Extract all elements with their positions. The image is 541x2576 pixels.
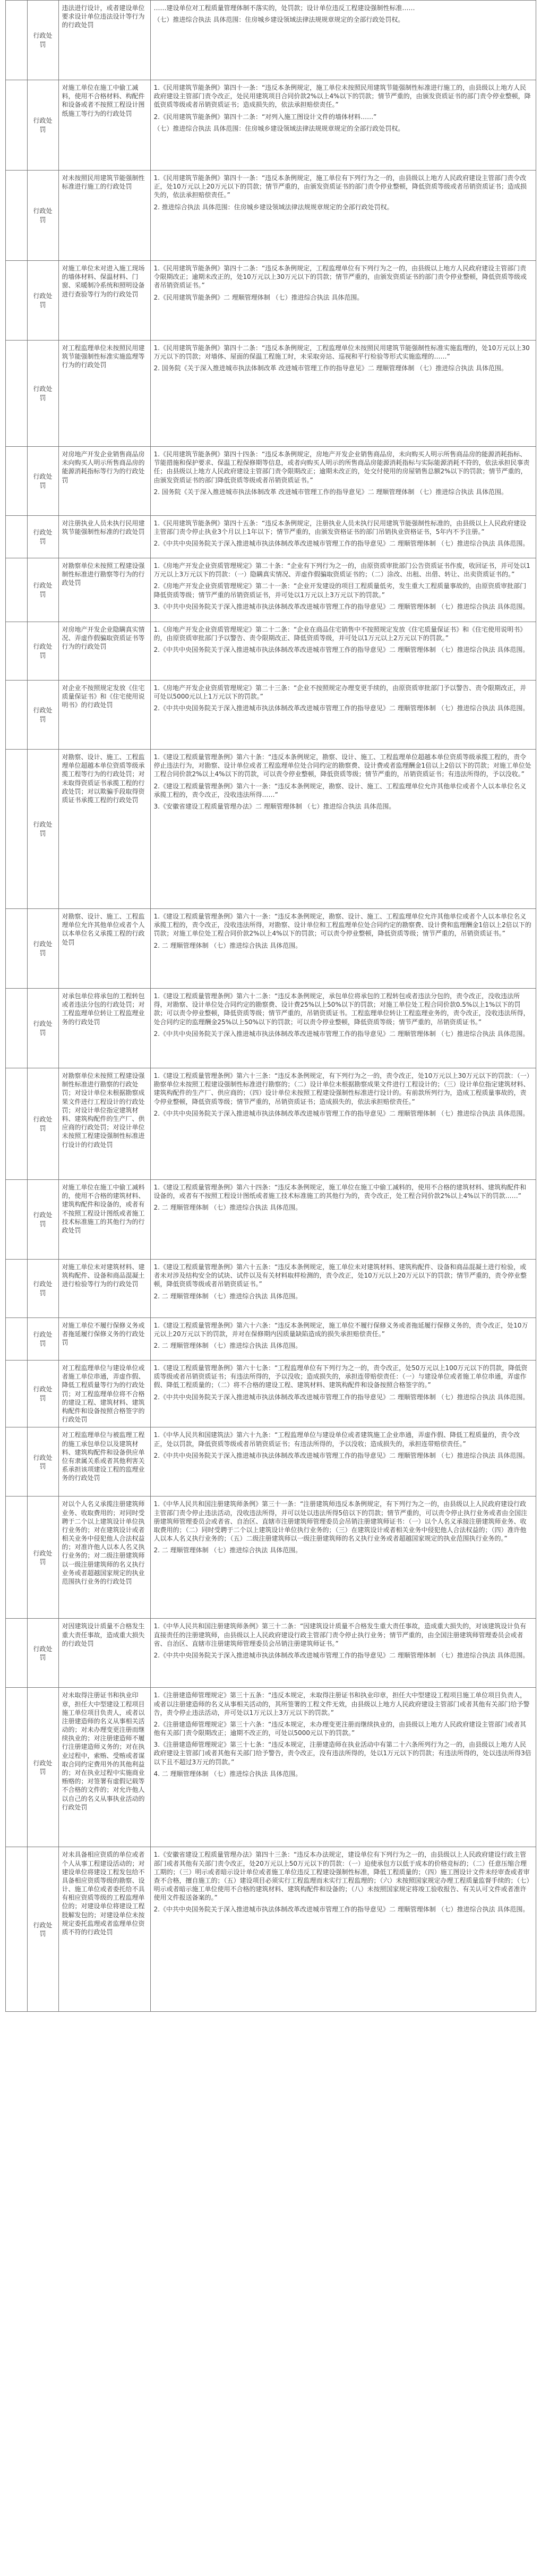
row-basis-cell xyxy=(150,1497,536,1619)
row-type-cell: 行政处罚 xyxy=(27,1427,58,1497)
basis-paragraph: 2. 二 理顺管理体制 （七）推进综合执法 具体范围。 xyxy=(153,1292,302,1300)
basis-paragraph: 2.《中共中央国务院关于深入推进城市执法体制改革改进城市管理工作的指导意见》二 理顺管理体制 （七）推进综合执法 具体范围。 xyxy=(153,1906,529,1914)
basis-paragraph: 3.《安徽省建设工程质量管理办法》二 理顺管理体制 （七）推进综合执法 具体范围。 xyxy=(153,802,396,810)
row-subject-cell: 对注册执业人员未执行民用建筑节能强制性标准的行政处罚 xyxy=(58,516,150,558)
table-row xyxy=(5,1688,536,1847)
basis-paragraph: 2.《中共中央国务院关于深入推进城市执法体制改革改进城市管理工作的指导意见》二 理顺管理体制 （七）推进综合执法 具体范围。 xyxy=(153,1451,529,1459)
basis-paragraph: 1.《中华人民共和国建筑法》第六十九条：“工程监理单位与建设单位或者建筑施工企业串通，弄虚作假、降低工程质量的，责令改正，处以罚款，降低资质等级或者吊销资质证书；有违法所得的，予以没收；造成损失的，承担连带赔偿责任。” xyxy=(153,1431,520,1448)
row-type-cell: 行政处罚 xyxy=(27,447,58,516)
basis-paragraph: 2. 二 理顺管理体制 （七）推进综合执法 具体范围。 xyxy=(153,1546,302,1554)
table-row xyxy=(5,750,536,909)
row-basis-cell xyxy=(150,750,536,909)
row-basis-cell xyxy=(150,341,536,447)
row-type-cell: 行政处罚 xyxy=(27,1180,58,1260)
basis-paragraph: 1.《建设工程质量管理条例》第六十条：“违反本条例规定，勘察、设计、施工、工程监理单位超越本单位资质等级承揽工程的，责令停止违法行为，对勘察、设计单位或者工程监理单位处合同约定的勘察费、设计费或者监理酬金1倍以上2倍以下的罚款；对施工单位处工程合同价款2%以上4%以下的罚款，可以责令停业整顿，降低资质等级；情节严重的，吊销资质证书；有违法所得的，予以没收。” xyxy=(153,753,531,778)
table-row xyxy=(5,171,536,261)
row-index-cell xyxy=(5,1427,27,1497)
basis-paragraph: 3.《中共中央国务院关于深入推进城市执法体制改革改进城市管理工作的指导意见》二 理顺管理体制 （七）推进综合执法 具体范围。 xyxy=(153,602,529,610)
row-type-cell: 行政处罚 xyxy=(27,1,58,80)
basis-paragraph: 1.《建设工程质量管理条例》第六十六条：“违反本条例规定，施工单位不履行保修义务或者拖延履行保修义务的，责令改正，处10万元以上20万元以下的罚款，并对在保修期内因质量缺陷造成的损失承担赔偿责任。” xyxy=(153,1322,528,1338)
row-subject-cell: 对未取得注册证书和执业印章，担任大中型建设工程项目施工单位项目负责人，或者以注册建造师的名义从事相关活动的；对未办理变更注册而继续执业的；对注册建造师不履行注册建造师义务的；对在执业过程中，索贿、受贿或者谋取合同约定费用外的其他利益的；对在执业过程中实施商业贿赂的；对签署有虚假记载等不合格的文件的；对允许他人以自己的名义从事执业活动的行政处罚 xyxy=(58,1688,150,1847)
row-subject-cell: 对施工单位在施工中偷工减料，使用不合格材料、构配件和设备或者不按照工程设计图纸施工等行为的行政处罚 xyxy=(58,80,150,171)
table-row xyxy=(5,516,536,558)
basis-paragraph: 2. 二 理顺管理体制 （七）推进综合执法 具体范围。 xyxy=(153,1342,302,1350)
table-row xyxy=(5,1497,536,1619)
row-index-cell xyxy=(5,1497,27,1619)
row-subject-cell: 对勘察单位未按照工程建设强制性标准进行勘察的行政处罚；对设计单位未根据勘察成果文件进行工程设计的行政处罚；对设计单位指定建筑材料、建筑构配件的生产厂、供应商的行政处罚；对设计单位未按照工程建设强制性标准进行设计的行政处罚 xyxy=(58,1068,150,1180)
basis-paragraph: 2. 国务院《关于深入推进城市执法体制改革 改进城市管理工作的指导意见》二 理顺管理体制 （七）推进综合执法 具体范围。 xyxy=(153,364,508,372)
row-subject-cell: 对施工单位在施工中偷工减料的，使用不合格的建筑材料、建筑构配件和设备的，或者有不按照工程设计图纸或者施工技术标准施工的其他行为的行政处罚 xyxy=(58,1180,150,1260)
basis-paragraph: 1.《中华人民共和国注册建筑师条例》第三十二条：“因建筑设计质量不合格发生重大责任事故，造成重大损失的，对该建筑设计负有直接责任的注册建筑师，由县级以上人民政府建设行政主管部门责令停止执行业务；情节严重的，由全国注册建筑师管理委员会或者省、自治区、直辖市注册建筑师管理委员会吊销注册建筑师证书。” xyxy=(153,1622,527,1647)
row-index-cell xyxy=(5,622,27,681)
row-index-cell xyxy=(5,1361,27,1427)
row-basis-cell xyxy=(150,1180,536,1260)
basis-paragraph: 2.《中共中央国务院关于深入推进城市执法体制改革改进城市管理工作的指导意见》二 理顺管理体制 （七）推进综合执法 具体范围。 xyxy=(153,1393,529,1401)
row-type-cell: 行政处罚 xyxy=(27,681,58,750)
table-row xyxy=(5,681,536,750)
row-subject-cell: 对企业不按照规定发放《住宅质量保证书》和《住宅使用说明书》的行政处罚 xyxy=(58,681,150,750)
row-type-cell: 行政处罚 xyxy=(27,750,58,909)
row-index-cell xyxy=(5,1688,27,1847)
row-type-cell: 行政处罚 xyxy=(27,1847,58,2012)
basis-paragraph: 1.《民用建筑节能条例》第四十四条：“违反本条例规定，房地产开发企业销售商品房，未向购买人明示所售商品房的能源消耗指标、节能措施和保护要求、保温工程保修期等信息，或者向购买人明示的所售商品房能源消耗指标与实际能源消耗不符的，依法承担民事责任；由县级以上地方人民政府建设主管部门责令限期改正；逾期未改正的，处交付使用的房屋销售总额2%以下的罚款；情节严重的，由颁发资质证书的部门降低资质等级或者吊销资质证书。” xyxy=(153,450,530,484)
basis-paragraph: 2. 二 理顺管理体制 （七）推进综合执法 具体范围。 xyxy=(153,1204,302,1212)
basis-paragraph: 1.《民用建筑节能条例》第四十二条：“违反本条例规定，工程监理单位有下列行为之一的，由县级以上地方人民政府建设主管部门责令限期改正；逾期未改正的，处10万元以上30万元以下的罚款；情节严重的，由颁发资质证书的部门责令停业整顿，降低资质等级或者吊销资质证书。” xyxy=(153,265,527,290)
row-type-cell: 行政处罚 xyxy=(27,989,58,1068)
basis-paragraph: 2. 国务院《关于深入推进城市执法体制改革 改进城市管理工作的指导意见》二 理顺管理体制 （七）推进综合执法 具体范围。 xyxy=(153,488,508,496)
row-subject-cell: 对未具备相应资质的单位或者个人从事工程建设活动的；对建设单位将建设工程发包给不具备相应资质等级的勘察、设计、施工单位或者委托给不具有相应资质等级的工程监理单位的；对建设单位将建设工程肢解发包的；对建设单位未按规定委托监理或者监理单位资质不符的行政处罚 xyxy=(58,1847,150,2012)
table-row xyxy=(5,1180,536,1260)
row-subject-cell: 对因建筑设计质量不合格发生重大责任事故，造成重大损失的行政处罚 xyxy=(58,1619,150,1688)
row-basis-cell xyxy=(150,1068,536,1180)
row-subject-cell: 对施工单位不履行保修义务或者拖延履行保修义务的行政处罚 xyxy=(58,1318,150,1361)
row-type-cell: 行政处罚 xyxy=(27,909,58,989)
basis-paragraph: （七）推进综合执法 具体范围：住房城乡建设领域法律法规规章规定的全部行政处罚权。 xyxy=(153,124,405,132)
basis-paragraph: 2.《中共中央国务院关于深入推进城市执法体制改革改进城市管理工作的指导意见》二 理顺管理体制 （七）推进综合执法 具体范围。 xyxy=(153,1030,529,1038)
row-index-cell xyxy=(5,1180,27,1260)
row-index-cell xyxy=(5,909,27,989)
row-subject-cell: 违法进行设计，或者建设单位要求设计单位违法设计等行为的行政处罚 xyxy=(58,1,150,80)
row-type-cell: 行政处罚 xyxy=(27,1318,58,1361)
row-subject-cell: 对工程监理单位与被监理工程的施工承包单位以及建筑材料、建筑构配件和设备供应单位有隶属关系或者其他利害关系承担该项建设工程的监理业务的行政处罚 xyxy=(58,1427,150,1497)
basis-paragraph: 1.《建设工程质量管理条例》第六十一条：“违反本条例规定，勘察、设计、施工、工程监理单位允许其他单位或者个人以本单位名义承揽工程的，责令改正，没收违法所得，对勘察、设计单位和工程监理单位处合同约定的勘察费、设计费和监理酬金1倍以上2倍以下的罚款；对施工单位处工程合同价款2%以上4%以下的罚款；可以责令停业整顿，降低资质等级；情节严重的，吊销资质证书。” xyxy=(153,913,531,938)
basis-paragraph: 1.《民用建筑节能条例》第四十一条：“违反本条例规定，施工单位未按照民用建筑节能强制性标准进行施工的，由县级以上地方人民政府建设主管部门责令改正，处民用建筑项目合同价款2%以上4%以下的罚款；情节严重的，由颁发资质证书的部门责令停业整顿，降低资质等级或者吊销资质证书；造成损失的，依法承担赔偿责任。” xyxy=(153,84,531,109)
basis-paragraph: 2.《中共中央国务院关于深入推进城市执法体制改革改进城市管理工作的指导意见》二 理顺管理体制 （七）推进综合执法 具体范围。 xyxy=(153,646,529,654)
basis-paragraph: 1.《安徽省建设工程质量管理办法》第四十三条：“违反本办法规定，建设单位有下列行为之一的，由县级以上人民政府建设行政主管部门或者其他有关部门责令改正，处20万元以上50万元以下的罚款：（一）迫使承包方以低于成本的价格竞标的；（二）任意压缩合理工期的；（三）明示或者暗示设计单位或者施工单位违反工程建设强制性标准，降低工程质量的；（四）施工图设计文件未经审查或者审查不合格，擅自施工的；（五）建设项目必须实行工程监理而未实行工程监理的；（六）未按照国家规定办理工程质量监督手续的；（七）明示或者暗示施工单位使用不合格的建筑材料、建筑构配件和设备的；（八）未按照国家规定将竣工验收报告、有关认可文件或者准许使用文件报送备案的。” xyxy=(153,1851,530,1902)
table-row xyxy=(5,1,536,80)
row-subject-cell: 对勘察、设计、施工、工程监理单位超越本单位资质等级承揽工程等行为的行政处罚；对未取得资质证书承揽工程的行政处罚；对以欺骗手段取得资质证书承揽工程的行政处罚 xyxy=(58,750,150,909)
basis-paragraph: 1.《房地产开发企业资质管理规定》第二十三条：“企业不按照规定办理变更手续的，由原资质审批部门予以警告、责令限期改正，并可处以5000元以上1万元以下的罚款。” xyxy=(153,684,527,701)
row-basis-cell xyxy=(150,989,536,1068)
row-index-cell xyxy=(5,1847,27,2012)
row-subject-cell: 对工程监理单位未按照民用建筑节能强制性标准实施监理等行为的行政处罚 xyxy=(58,341,150,447)
basis-paragraph: 2.《中共中央国务院关于深入推进城市执法体制改革改进城市管理工作的指导意见》二 理顺管理体制 （七）推进综合执法 具体范围。 xyxy=(153,704,529,712)
basis-paragraph: （七）推进综合执法 具体范围：住房城乡建设领域法律法规规章规定的全部行政处罚权。 xyxy=(153,16,405,24)
row-type-cell: 行政处罚 xyxy=(27,622,58,681)
row-basis-cell xyxy=(150,1260,536,1318)
basis-paragraph: 1.《建设工程质量管理条例》第六十四条：“违反本条例规定，施工单位在施工中偷工减料的，使用不合格的建筑材料、建筑构配件和设备的，或者有不按照工程设计图纸或者施工技术标准施工的其他行为的，责令改正，处工程合同价款2%以上4%以下的罚款……” xyxy=(153,1184,527,1200)
row-index-cell xyxy=(5,171,27,261)
row-basis-cell xyxy=(150,516,536,558)
basis-paragraph: 1.《民用建筑节能条例》第四十一条：“违反本条例规定，施工单位有下列行为之一的，由县级以上地方人民政府建设主管部门责令改正，处10万元以上20万元以下的罚款；情节严重的，由颁发资质证书的部门责令停业整顿，降低资质等级或者吊销资质证书；造成损失的，依法承担赔偿责任。” xyxy=(153,174,527,199)
basis-paragraph: 2.《中共中央国务院关于深入推进城市执法体制改革改进城市管理工作的指导意见》二 理顺管理体制 （七）推进综合执法 具体范围。 xyxy=(153,1651,529,1659)
row-basis-cell xyxy=(150,1427,536,1497)
row-subject-cell: 对房地产开发企业销售商品房未向购买人明示所售商品房的能源消耗指标等行为的行政处罚 xyxy=(58,447,150,516)
row-index-cell xyxy=(5,447,27,516)
row-type-cell: 行政处罚 xyxy=(27,341,58,447)
row-type-cell: 行政处罚 xyxy=(27,558,58,622)
row-basis-cell xyxy=(150,1619,536,1688)
row-subject-cell: 对施工单位未对建筑材料、建筑构配件、设备和商品混凝土进行检验等行为的行政处罚 xyxy=(58,1260,150,1318)
row-subject-cell: 对勘察单位未按照工程建设强制性标准进行勘察等行为的行政处罚 xyxy=(58,558,150,622)
row-index-cell xyxy=(5,558,27,622)
table-row xyxy=(5,989,536,1068)
table-row xyxy=(5,558,536,622)
row-subject-cell: 对以个人名义承揽注册建筑师业务、收取费用的；对同时受聘于二个以上建筑设计单位执行业务的；对在建筑设计或者相关业务中侵犯他人合法权益的；对准许他人以本人名义执行业务的；对二级注册建筑师以一级注册建筑师的名义执行业务或者超越国家规定的执业范围执行业务的行政处罚 xyxy=(58,1497,150,1619)
row-basis-cell xyxy=(150,1847,536,2012)
basis-paragraph: 1.《建设工程质量管理条例》第六十二条：“违反本条例规定，承包单位将承包的工程转包或者违法分包的，责令改正，没收违法所得，对勘察、设计单位处合同约定的勘察费、设计费25%以上50%以下的罚款；对施工单位处工程合同价款0.5%以上1%以下的罚款；可以责令停业整顿，降低资质等级；情节严重的，吊销资质证书。工程监理单位转让工程监理业务的，责令改正，没收违法所得，处合同约定的监理酬金25%以上50%以下的罚款；可以责令停业整顿，降低资质等级；情节严重的，吊销资质证书。” xyxy=(153,992,530,1026)
basis-paragraph: 1.《注册建造师管理规定》第三十五条：“违反本规定，未取得注册证书和执业印章，担任大中型建设工程项目施工单位项目负责人，或者以注册建造师的名义从事相关活动的，其所签署的工程文件无效，由县级以上地方人民政府建设主管部门或者其他有关部门给予警告，责令停止违法活动，并可处以1万元以上3万元以下的罚款。” xyxy=(153,1691,530,1716)
basis-paragraph: 1.《中华人民共和国注册建筑师条例》第三十一条：“注册建筑师违反本条例规定，有下列行为之一的，由县级以上人民政府建设行政主管部门责令停止违法活动，没收违法所得，并可以处以违法所得5倍以下的罚款；情节严重的，可以责令停止执行业务或者由全国注册建筑师管理委员会或者省、自治区、直辖市注册建筑师管理委员会吊销注册建筑师证书：（一）以个人名义承接注册建筑师业务、收取费用的；（二）同时受聘于二个以上建筑设计单位执行业务的；（三）在建筑设计或者相关业务中侵犯他人合法权益的；（四）准许他人以本人名义执行业务的；（五）二级注册建筑师以一级注册建筑师的名义执行业务或者超越国家规定的执业范围执行业务的。” xyxy=(153,1500,528,1543)
row-index-cell xyxy=(5,1260,27,1318)
row-index-cell xyxy=(5,1619,27,1688)
row-subject-cell: 对施工单位未对进入施工现场的墙体材料、保温材料、门窗、采暖制冷系统和照明设备进行查验等行为的行政处罚 xyxy=(58,261,150,341)
row-index-cell xyxy=(5,681,27,750)
table-row xyxy=(5,447,536,516)
row-type-cell: 行政处罚 xyxy=(27,80,58,171)
row-type-cell: 行政处罚 xyxy=(27,1497,58,1619)
row-subject-cell: 对工程监理单位与建设单位或者施工单位串通，弄虚作假、降低工程质量等行为的行政处罚；对工程监理单位将不合格的建设工程、建筑材料、建筑构配件和设备按照合格签字的行政处罚 xyxy=(58,1361,150,1427)
row-basis-cell xyxy=(150,1318,536,1361)
table-row xyxy=(5,261,536,341)
basis-paragraph: 2. 二 理顺管理体制 （七）推进综合执法 具体范围。 xyxy=(153,941,302,949)
row-type-cell: 行政处罚 xyxy=(27,1260,58,1318)
table-row xyxy=(5,1619,536,1688)
row-basis-cell xyxy=(150,171,536,261)
table-row xyxy=(5,1318,536,1361)
row-type-cell: 行政处罚 xyxy=(27,516,58,558)
row-type-cell: 行政处罚 xyxy=(27,171,58,261)
document xyxy=(5,0,536,2012)
row-basis-cell xyxy=(150,447,536,516)
row-type-cell: 行政处罚 xyxy=(27,1068,58,1180)
row-subject-cell: 对承包单位将承包的工程转包或者违法分包的行政处罚；对工程监理单位转让工程监理业务的行政处罚 xyxy=(58,989,150,1068)
basis-paragraph: 1.《建设工程质量管理条例》第六十三条：“违反本条例规定，有下列行为之一的，责令改正，处10万元以上30万元以下的罚款：（一）勘察单位未按照工程建设强制性标准进行勘察的；（二）设计单位未根据勘察成果文件进行工程设计的；（三）设计单位指定建筑材料、建筑构配件的生产厂、供应商的；（四）设计单位未按照工程建设强制性标准进行设计的。有前款所列行为，造成工程质量事故的，责令停业整顿，降低资质等级；情节严重的，吊销资质证书；造成损失的，依法承担赔偿责任。” xyxy=(153,1072,530,1106)
row-basis-cell xyxy=(150,681,536,750)
basis-paragraph: 2.《建设工程质量管理条例》第六十一条：“违反本条例规定，勘察、设计、施工、工程监理单位允许其他单位或者个人以本单位名义承揽工程的，责令改正，没收违法所得……” xyxy=(153,782,527,798)
row-basis-cell xyxy=(150,80,536,171)
table-row xyxy=(5,80,536,171)
row-basis-cell xyxy=(150,261,536,341)
table-row xyxy=(5,909,536,989)
row-subject-cell: 对房地产开发企业隐瞒真实情况、弄虚作假骗取资质证书等行为的行政处罚 xyxy=(58,622,150,681)
basis-paragraph: 1.《民用建筑节能条例》第四十二条：“违反本条例规定，工程监理单位未按照民用建筑节能强制性标准实施监理的，处10万元以上30万元以下的罚款；对墙体、屋面的保温工程施工时，未采取旁站、巡视和平行检验等形式实施监理的……” xyxy=(153,344,530,361)
basis-paragraph: 2.《民用建筑节能条例》第四十二条：“对列入施工图设计文件的墙体材料……” xyxy=(153,113,377,121)
table-row xyxy=(5,341,536,447)
table-row xyxy=(5,1427,536,1497)
row-subject-cell: 对未按照民用建筑节能强制性标准进行施工的行政处罚 xyxy=(58,171,150,261)
row-basis-cell xyxy=(150,1688,536,1847)
row-basis-cell xyxy=(150,1,536,80)
row-index-cell xyxy=(5,341,27,447)
basis-paragraph: 3.《注册建造师管理规定》第三十七条：“违反本规定，注册建造师在执业活动中有第二十六条所列行为之一的，由县级以上地方人民政府建设主管部门或者其他有关部门给予警告，责令改正，没有违法所得的，处以1万元以下的罚款；有违法所得的，处以违法所得3倍以下且不超过3万元的罚款。” xyxy=(153,1741,531,1766)
basis-paragraph: 2.《房地产开发企业资质管理规定》第二十一条：“企业开发建设的项目工程质量低劣，发生重大工程质量事故的，由原资质审批部门降低资质等级；情节严重的吊销资质证书，并可处以1万元以上3万元以下的罚款。” xyxy=(153,582,527,599)
row-type-cell: 行政处罚 xyxy=(27,1361,58,1427)
row-index-cell xyxy=(5,989,27,1068)
row-type-cell: 行政处罚 xyxy=(27,1619,58,1688)
table-row xyxy=(5,1260,536,1318)
row-index-cell xyxy=(5,1,27,80)
row-subject-cell: 对勘察、设计、施工、工程监理单位允许其他单位或者个人以本单位名义承揽工程的行政处罚 xyxy=(58,909,150,989)
row-index-cell xyxy=(5,1318,27,1361)
row-basis-cell xyxy=(150,622,536,681)
row-basis-cell xyxy=(150,1361,536,1427)
basis-paragraph: 4. 二 理顺管理体制 （七）推进综合执法 具体范围。 xyxy=(153,1770,302,1778)
row-index-cell xyxy=(5,80,27,171)
row-basis-cell xyxy=(150,909,536,989)
regulation-table-body xyxy=(5,1,536,2012)
basis-paragraph: 1.《房地产开发企业资质管理规定》第二十二条：“企业在商品住宅销售中不按照规定发放《住宅质量保证书》和《住宅使用说明书》的，由原资质审批部门予以警告、责令限期改正、降低资质等级，并可处以1万元以上2万元以下的罚款。” xyxy=(153,626,527,642)
regulation-table xyxy=(5,0,536,2012)
basis-paragraph: ……建设单位对工程质量管理体制不落实的，处罚款；设计单位违反工程建设强制性标准…… xyxy=(153,4,415,12)
basis-paragraph: 1.《建设工程质量管理条例》第六十五条：“违反本条例规定，施工单位未对建筑材料、建筑构配件、设备和商品混凝土进行检验，或者未对涉及结构安全的试块、试件以及有关材料取样检测的，责令改正，处10万元以上20万元以下的罚款；情节严重的，责令停业整顿，降低资质等级或者吊销资质证书。” xyxy=(153,1263,527,1288)
basis-paragraph: 2. 推进综合执法 具体范围：住房城乡建设领域法律法规规章规定的全部行政处罚权。 xyxy=(153,203,393,211)
table-row xyxy=(5,1847,536,2012)
basis-paragraph: 2.《注册建造师管理规定》第三十六条：“违反本规定，未办理变更注册而继续执业的，由县级以上地方人民政府建设主管部门或者其他有关部门责令限期改正；逾期不改正的，可处以5000元以下的罚款。” xyxy=(153,1720,527,1737)
table-row xyxy=(5,622,536,681)
basis-paragraph: 2.《中共中央国务院关于深入推进城市执法体制改革改进城市管理工作的指导意见》二 理顺管理体制 （七）推进综合执法 具体范围。 xyxy=(153,1109,529,1117)
row-basis-cell xyxy=(150,558,536,622)
row-index-cell xyxy=(5,1068,27,1180)
basis-paragraph: 2.《中共中央国务院关于深入推进城市执法体制改革改进城市管理工作的指导意见》二 理顺管理体制 （七）推进综合执法 具体范围。 xyxy=(153,540,529,548)
table-row xyxy=(5,1068,536,1180)
basis-paragraph: 1.《房地产开发企业资质管理规定》第二十条：“企业有下列行为之一的，由原资质审批部门公告资质证书作废，收回证书，并可处以1万元以上3万元以下的罚款：（一）隐瞒真实情况、弄虚作假骗取资质证书的；（二）涂改、出租、出借、转让、出卖资质证书的。” xyxy=(153,562,530,579)
row-type-cell: 行政处罚 xyxy=(27,261,58,341)
row-type-cell: 行政处罚 xyxy=(27,1688,58,1847)
basis-paragraph: 2.《民用建筑节能条例》二 理顺管理体制 （七）推进综合执法 具体范围。 xyxy=(153,293,364,301)
table-row xyxy=(5,1361,536,1427)
row-index-cell xyxy=(5,516,27,558)
basis-paragraph: 1.《建设工程质量管理条例》第六十七条：“工程监理单位有下列行为之一的，责令改正，处50万元以上100万元以下的罚款，降低资质等级或者吊销资质证书；有违法所得的，予以没收；造成损失的，承担连带赔偿责任：（一）与建设单位或者施工单位串通，弄虚作假、降低工程质量的；（二）将不合格的建设工程、建筑材料、建筑构配件和设备按照合格签字的。” xyxy=(153,1364,528,1389)
basis-paragraph: 1.《民用建筑节能条例》第四十五条：“违反本条例规定，注册执业人员未执行民用建筑节能强制性标准的，由县级以上人民政府建设主管部门责令停止执业3个月以上1年以下；情节严重的，由颁发资格证书的部门吊销执业资格证书，5年内不予注册。” xyxy=(153,520,527,536)
row-index-cell xyxy=(5,750,27,909)
row-index-cell xyxy=(5,261,27,341)
